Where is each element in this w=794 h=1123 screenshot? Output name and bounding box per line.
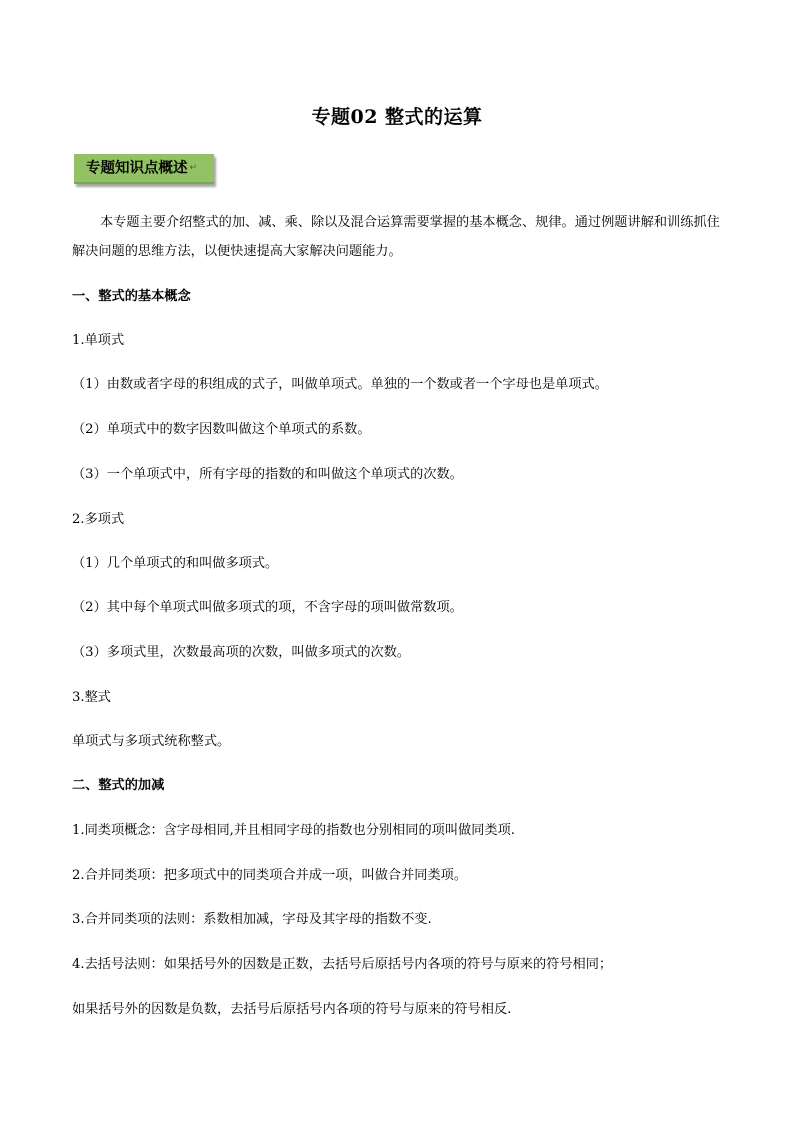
list-item: （2）其中每个单项式叫做多项式的项，不含字母的项叫做常数项。 [72, 600, 463, 615]
subsection-title-polynomial: 2.多项式 [72, 512, 125, 527]
intro-paragraph: 本专题主要介绍整式的加、减、乘、除以及混合运算需要掌握的基本概念、规律。通过例题讲解和训练抓住解决问题的思维方法，以便快速提高大家解决问题能力。 [72, 215, 720, 259]
section-heading-basic-concepts: 一、整式的基本概念 [72, 289, 191, 304]
list-item: 2.合并同类项：把多项式中的同类项合并成一项，叫做合并同类项。 [72, 868, 468, 883]
section-banner [74, 154, 214, 184]
list-item: 4.去括号法则：如果括号外的因数是正数，去括号后原括号内各项的符号与原来的符号相同； [72, 957, 613, 972]
list-item: 如果括号外的因数是负数，去括号后原括号内各项的符号与原来的符号相反. [72, 1002, 512, 1017]
list-item: 1.同类项概念：含字母相同,并且相同字母的指数也分别相同的项叫做同类项. [72, 823, 515, 838]
list-item: （3）一个单项式中，所有字母的指数的和叫做这个单项式的次数。 [72, 467, 463, 482]
section-heading-addition-subtraction: 二、整式的加减 [72, 778, 165, 793]
paragraph-mark-icon: ↵ [189, 163, 198, 173]
list-item: （1）由数或者字母的积组成的式子，叫做单项式。单独的一个数或者一个字母也是单项式。 [72, 377, 608, 392]
list-item: （2）单项式中的数字因数叫做这个单项式的系数。 [72, 422, 371, 437]
list-item: （3）多项式里，次数最高项的次数，叫做多项式的次数。 [72, 645, 411, 660]
subsection-title-integral-expression: 3.整式 [72, 690, 111, 705]
list-item: 单项式与多项式统称整式。 [72, 734, 231, 749]
subsection-title-monomial: 1.单项式 [72, 333, 125, 348]
list-item: 3.合并同类项的法则：系数相加减，字母及其字母的指数不变. [72, 912, 432, 927]
banner-label: 专题知识点概述 [86, 160, 188, 177]
list-item: （1）几个单项式的和叫做多项式。 [72, 556, 279, 571]
document-title: 专题02 整式的运算 [311, 106, 483, 128]
